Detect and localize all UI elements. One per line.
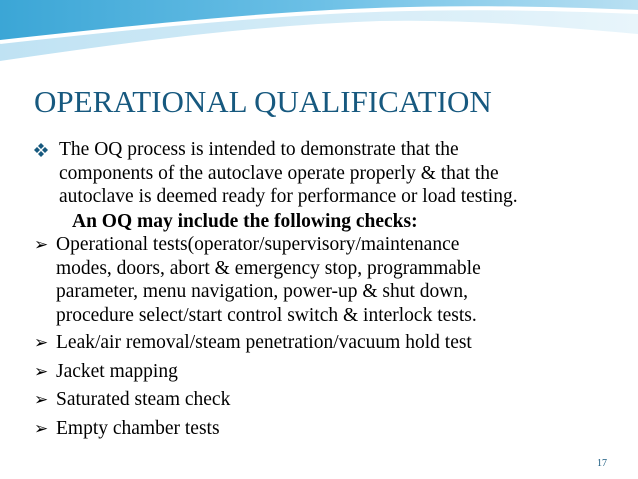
check-item-empty-chamber [34,417,604,441]
check-line: Jacket mapping [56,360,178,382]
arrowhead-icon: ➢ [34,390,49,409]
intro-paragraph [34,138,604,209]
intro-line: autoclave is deemed ready for performance or load testing. [59,186,518,207]
check-line: parameter, menu navigation, power-up & shut down, [56,281,469,302]
check-line: Operational tests(operator/supervisory/maintenance [56,234,460,255]
slide-body [34,138,604,440]
check-item-leak-test [34,331,604,355]
arrowhead-icon: ➢ [34,361,49,381]
page-number: 17 [597,458,607,469]
header-wave-decoration [0,0,638,90]
checks-subheading: An OQ may include the following checks: [72,210,418,232]
check-item-operational-tests [34,233,604,327]
check-item-saturated-steam [34,388,604,412]
check-line: modes, doors, abort & emergency stop, programmable [56,257,481,279]
diamond-cluster-icon [34,143,56,157]
arrowhead-icon: ➢ [34,418,49,438]
check-item-jacket-mapping [34,360,604,384]
check-line: Saturated steam check [56,389,231,410]
slide-title: OPERATIONAL QUALIFICATION [34,84,492,119]
intro-line: The OQ process is intended to demonstrate that the [59,139,459,160]
check-line: Leak/air removal/steam penetration/vacuum hold test [56,332,472,353]
check-line: Empty chamber tests [56,417,220,439]
arrowhead-icon: ➢ [34,333,49,352]
intro-line: components of the autoclave operate properly & that the [59,162,499,184]
check-line: procedure select/start control switch & interlock tests. [56,304,477,326]
arrowhead-icon: ➢ [34,235,49,254]
